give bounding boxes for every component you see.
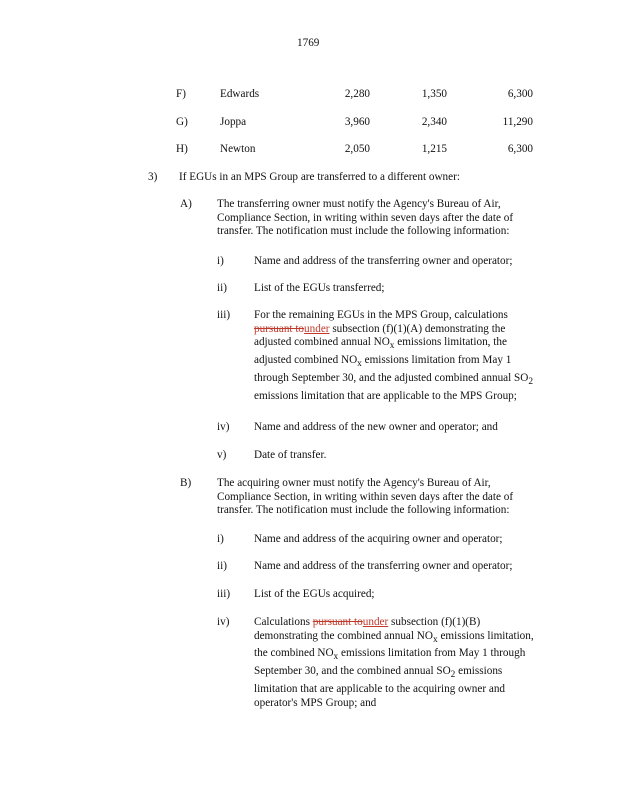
item-B-ii-text: Name and address of the transferring owner and operator;: [254, 560, 513, 572]
deleted-text: pursuant to: [312, 616, 363, 628]
inserted-text: under: [362, 616, 389, 628]
section-3-label: 3): [148, 171, 158, 183]
table-row-letter: H): [176, 143, 188, 155]
deleted-text: pursuant to: [254, 322, 305, 335]
section-3-text: If EGUs in an MPS Group are transferred to a different owner:: [179, 171, 460, 183]
item-A-ii-label: ii): [217, 282, 227, 294]
item-A-label: A): [180, 198, 192, 210]
table-row-value-2: 1,215: [421, 143, 447, 155]
item-B-text: The acquiring owner must notify the Agency's Bureau of Air, Compliance Section, in writing within seven days after the date of transfer. The notification must include the following information:: [217, 477, 514, 517]
table-row-letter: F): [176, 88, 186, 100]
item-A-i-text: Name and address of the transferring owner and operator;: [254, 255, 513, 267]
item-B-iii-text: List of the EGUs acquired;: [254, 588, 375, 600]
item-B-iv-label: iv): [217, 616, 230, 628]
table-row-value-1: 3,960: [344, 116, 370, 128]
item-B-iii-label: iii): [217, 588, 231, 600]
page-number: 1769: [297, 37, 320, 49]
table-row-value-3: 11,290: [502, 116, 533, 128]
table-row-value-3: 6,300: [507, 143, 533, 155]
table-row-value-1: 2,050: [344, 143, 370, 155]
item-A-ii-text: List of the EGUs transferred;: [254, 282, 385, 294]
item-B-iv-text: Calculations pursuant tounder subsection (f)(1)(B) demonstrating the combined annual $NO_x$ emissions limitation, the combined $NO_x$ emissions limitation from May 1 through September 30, and the combined annual $SO_2$ emissions limitation that are applicable to the acquiring owner and operator's MPS Group; and: [254, 616, 534, 709]
table-row-value-3: 6,300: [507, 88, 533, 100]
item-A-iv-text: Name and address of the new owner and operator; and: [254, 421, 498, 433]
table-row-value-1: 2,280: [344, 88, 370, 100]
item-A-v-text: Date of transfer.: [254, 449, 327, 461]
item-B-ii-label: ii): [217, 560, 227, 572]
item-B-i-label: i): [217, 533, 224, 545]
table-row-value-2: 1,350: [421, 88, 447, 100]
table-row-value-2: 2,340: [421, 116, 447, 128]
table-row-name: Joppa: [220, 116, 247, 128]
item-A-iv-label: iv): [217, 421, 230, 433]
item-B-i-text: Name and address of the acquiring owner and operator;: [254, 533, 503, 545]
item-A-iii-label: iii): [217, 309, 231, 321]
item-B-label: B): [180, 477, 192, 489]
inserted-text: under: [304, 322, 330, 335]
item-A-iii-text: For the remaining EGUs in the MPS Group, calculations pursuant tounder subsection (f)(1)(A) demonstrating the adjusted combined annual $NO_x$ emissions limitation, the adjusted combined $NO_x$ emissions limitation from May 1 through September 30, and the adjusted combined annual $SO_2$ emissions limitation that are applicable to the MPS Group;: [254, 309, 534, 402]
item-A-v-label: v): [217, 449, 227, 461]
table-row-letter: G): [176, 116, 188, 128]
table-row-name: Edwards: [220, 88, 260, 100]
table-row-name: Newton: [220, 143, 256, 155]
item-A-text: The transferring owner must notify the Agency's Bureau of Air, Compliance Section, in writing within seven days after the date of transfer. The notification must include the following information:: [217, 198, 514, 238]
item-A-i-label: i): [217, 255, 224, 267]
